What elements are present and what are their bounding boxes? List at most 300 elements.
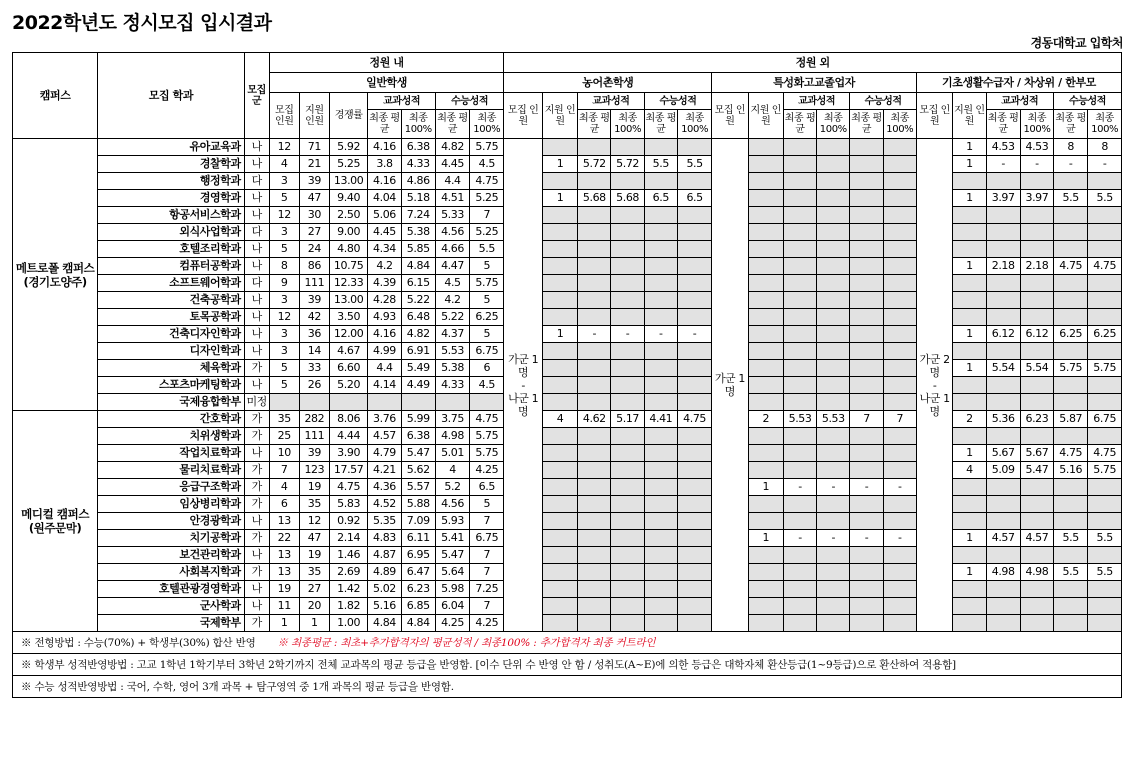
rural-cell — [644, 496, 677, 513]
table-row — [13, 309, 1122, 326]
general-cell: 25 — [269, 428, 299, 445]
basic-cell — [1020, 513, 1053, 530]
rural-cell — [611, 530, 644, 547]
general-cell: 1 — [299, 615, 329, 632]
general-cell: 12.33 — [329, 275, 367, 292]
basic-cell — [986, 377, 1020, 394]
basic-cell: 5.5 — [1054, 564, 1088, 581]
special-cell — [748, 292, 783, 309]
basic-cell: 4.53 — [986, 139, 1020, 156]
rural-cell — [677, 496, 711, 513]
header-cut: 최종 100% — [883, 110, 916, 139]
general-cell: 3.50 — [329, 309, 367, 326]
general-cell: 4 — [269, 156, 299, 173]
rural-cell — [677, 547, 711, 564]
basic-cell — [1054, 241, 1088, 258]
campus-name: 메트로폴 캠퍼스 (경기도양주) — [13, 139, 98, 411]
special-cell — [850, 615, 883, 632]
rural-cell — [578, 547, 611, 564]
special-cell — [883, 598, 916, 615]
basic-cell — [1020, 547, 1053, 564]
special-cell — [783, 496, 816, 513]
special-cell: 7 — [850, 411, 883, 428]
header-general: 일반학생 — [269, 73, 504, 93]
basic-cell: 5.67 — [986, 445, 1020, 462]
rural-cell — [542, 581, 577, 598]
special-cell: 2 — [748, 411, 783, 428]
special-group-cell: 가군 1명 — [712, 139, 748, 632]
rural-cell — [677, 445, 711, 462]
general-cell: 9 — [269, 275, 299, 292]
rural-cell — [644, 224, 677, 241]
rural-cell — [611, 479, 644, 496]
general-cell — [401, 394, 435, 411]
general-cell: 6.85 — [401, 598, 435, 615]
basic-cell — [1088, 513, 1122, 530]
dept-name: 소프트웨어학과 — [98, 275, 245, 292]
basic-cell — [1020, 309, 1053, 326]
basic-cell — [1088, 615, 1122, 632]
general-cell: 4.04 — [368, 190, 401, 207]
special-cell: 5.53 — [783, 411, 816, 428]
basic-cell — [1088, 581, 1122, 598]
header-school-s: 교과성적 — [783, 93, 850, 110]
special-cell — [850, 292, 883, 309]
general-cell: 12.00 — [329, 326, 367, 343]
general-cell: 7 — [470, 207, 504, 224]
rural-cell — [611, 564, 644, 581]
note-method-text: ※ 전형방법 : 수능(70%) + 학생부(30%) 합산 반영 — [21, 637, 256, 649]
org-name: 경동대학교 입학처 — [1030, 36, 1123, 50]
basic-cell — [1088, 241, 1122, 258]
basic-cell: 1 — [953, 190, 986, 207]
special-cell — [783, 360, 816, 377]
header-avg: 최종 평균 — [644, 110, 677, 139]
header-rural: 농어촌학생 — [504, 73, 712, 93]
basic-cell — [1020, 581, 1053, 598]
general-cell: 3.76 — [368, 411, 401, 428]
general-cell: 21 — [299, 156, 329, 173]
group-cell: 가 — [244, 530, 269, 547]
rural-cell — [611, 343, 644, 360]
special-cell: 1 — [748, 479, 783, 496]
general-cell: 2.69 — [329, 564, 367, 581]
basic-cell — [986, 496, 1020, 513]
basic-cell: 5.5 — [1088, 530, 1122, 547]
general-cell: 5.75 — [470, 445, 504, 462]
general-cell: 6.75 — [470, 343, 504, 360]
rural-cell — [578, 292, 611, 309]
rural-cell — [611, 581, 644, 598]
general-cell: 4.75 — [470, 411, 504, 428]
general-cell: 4.57 — [368, 428, 401, 445]
header-cut: 최종 100% — [611, 110, 644, 139]
group-cell: 가 — [244, 496, 269, 513]
rural-cell — [578, 241, 611, 258]
table-row — [13, 411, 1122, 428]
general-cell: 6.38 — [401, 428, 435, 445]
basic-cell — [953, 224, 986, 241]
table-row — [13, 377, 1122, 394]
basic-cell — [986, 513, 1020, 530]
rural-cell: 6.5 — [677, 190, 711, 207]
basic-cell — [1020, 394, 1053, 411]
special-cell — [783, 275, 816, 292]
rural-cell — [542, 564, 577, 581]
special-cell — [748, 190, 783, 207]
special-cell — [748, 496, 783, 513]
header-school-b: 교과성적 — [986, 93, 1054, 110]
general-cell: 4.84 — [401, 258, 435, 275]
dept-name: 작업치료학과 — [98, 445, 245, 462]
general-cell: 6.60 — [329, 360, 367, 377]
general-cell: 7 — [470, 513, 504, 530]
rural-cell — [677, 309, 711, 326]
general-cell: 24 — [299, 241, 329, 258]
rural-cell — [542, 479, 577, 496]
rural-cell — [611, 292, 644, 309]
general-cell — [368, 394, 401, 411]
basic-cell — [953, 173, 986, 190]
basic-cell — [986, 598, 1020, 615]
basic-cell — [953, 615, 986, 632]
special-cell — [817, 190, 850, 207]
special-cell — [850, 564, 883, 581]
basic-cell — [953, 292, 986, 309]
group-cell: 가 — [244, 360, 269, 377]
general-cell: 5.85 — [401, 241, 435, 258]
campus-name: 메디컬 캠퍼스 (원주문막) — [13, 411, 98, 632]
special-cell — [850, 173, 883, 190]
rural-cell — [611, 241, 644, 258]
rural-cell — [578, 343, 611, 360]
basic-cell: 5.75 — [1054, 360, 1088, 377]
table-row — [13, 207, 1122, 224]
basic-cell: 1 — [953, 139, 986, 156]
basic-cell — [1020, 224, 1053, 241]
rural-cell — [611, 394, 644, 411]
rural-cell — [542, 275, 577, 292]
rural-cell — [542, 207, 577, 224]
basic-cell — [1020, 377, 1053, 394]
dept-name: 간호학과 — [98, 411, 245, 428]
special-cell — [850, 394, 883, 411]
special-cell — [817, 241, 850, 258]
group-cell: 다 — [244, 275, 269, 292]
general-cell: 4.39 — [368, 275, 401, 292]
general-cell: 5 — [269, 377, 299, 394]
basic-cell — [986, 207, 1020, 224]
rural-cell — [644, 309, 677, 326]
general-cell: 5.92 — [329, 139, 367, 156]
header-avg: 최종 평균 — [986, 110, 1020, 139]
header-recruit: 모집 인원 — [269, 93, 299, 139]
table-row — [13, 428, 1122, 445]
general-cell: 5 — [269, 190, 299, 207]
special-cell — [850, 258, 883, 275]
general-cell: 4.4 — [368, 360, 401, 377]
table-row — [13, 292, 1122, 309]
basic-cell — [1020, 479, 1053, 496]
dept-name: 유아교육과 — [98, 139, 245, 156]
special-cell — [783, 445, 816, 462]
general-cell: 5.41 — [435, 530, 469, 547]
general-cell: 5.01 — [435, 445, 469, 462]
general-cell: 8.06 — [329, 411, 367, 428]
rural-cell — [677, 513, 711, 530]
rural-cell — [644, 513, 677, 530]
group-cell: 나 — [244, 292, 269, 309]
special-cell — [748, 428, 783, 445]
rural-cell — [677, 207, 711, 224]
rural-cell — [644, 258, 677, 275]
dept-name: 건축디자인학과 — [98, 326, 245, 343]
header-avg: 최종 평균 — [368, 110, 401, 139]
special-cell — [748, 598, 783, 615]
general-cell: 4.75 — [329, 479, 367, 496]
special-cell — [783, 598, 816, 615]
basic-cell: 4 — [953, 462, 986, 479]
rural-cell — [611, 207, 644, 224]
rural-cell — [644, 343, 677, 360]
special-cell — [748, 156, 783, 173]
basic-cell — [986, 241, 1020, 258]
special-cell — [850, 496, 883, 513]
special-cell — [850, 581, 883, 598]
rural-cell — [542, 173, 577, 190]
general-cell: 5.88 — [401, 496, 435, 513]
dept-name: 호텔조리학과 — [98, 241, 245, 258]
general-cell: 7 — [269, 462, 299, 479]
special-cell — [850, 309, 883, 326]
special-cell — [850, 462, 883, 479]
note-avg-definition: ※ 최종평균 : 최초+추가합격자의 평균성적 / 최종100% : 추가합격자 최종 커트라인 — [277, 637, 656, 649]
special-cell — [783, 292, 816, 309]
basic-cell — [1054, 428, 1088, 445]
general-cell: 6 — [269, 496, 299, 513]
general-cell: 4.21 — [368, 462, 401, 479]
special-cell — [850, 275, 883, 292]
special-cell — [817, 139, 850, 156]
basic-cell — [1054, 479, 1088, 496]
basic-cell — [953, 309, 986, 326]
special-cell — [817, 462, 850, 479]
table-row — [13, 326, 1122, 343]
header-cut: 최종 100% — [677, 110, 711, 139]
dept-name: 디자인학과 — [98, 343, 245, 360]
special-cell — [883, 615, 916, 632]
basic-cell — [986, 479, 1020, 496]
notes — [12, 631, 1122, 698]
rural-cell: 4.75 — [677, 411, 711, 428]
rural-cell: 6.5 — [644, 190, 677, 207]
basic-cell: 6.25 — [1054, 326, 1088, 343]
header-suneung-s: 수능성적 — [850, 93, 917, 110]
rural-cell: 4.62 — [578, 411, 611, 428]
note-suneung: ※ 수능 성적반영방법 : 국어, 수학, 영어 3개 과목 + 탐구영역 중 1개 과목의 평균 등급을 반영함. — [13, 676, 1122, 698]
rural-cell — [542, 445, 577, 462]
general-cell: 111 — [299, 428, 329, 445]
group-cell: 나 — [244, 581, 269, 598]
special-cell — [817, 513, 850, 530]
rural-cell — [611, 377, 644, 394]
rural-cell — [644, 207, 677, 224]
general-cell: 7 — [470, 598, 504, 615]
basic-cell: 4.75 — [1088, 258, 1122, 275]
rural-cell — [677, 224, 711, 241]
general-cell: 39 — [299, 292, 329, 309]
general-cell: 7.25 — [470, 581, 504, 598]
basic-cell: 5.67 — [1020, 445, 1053, 462]
general-cell: 13 — [269, 513, 299, 530]
special-cell — [748, 241, 783, 258]
special-cell — [850, 377, 883, 394]
general-cell: 19 — [299, 479, 329, 496]
rural-cell — [677, 462, 711, 479]
special-cell — [817, 224, 850, 241]
rural-cell — [677, 360, 711, 377]
general-cell: 19 — [269, 581, 299, 598]
rural-cell — [677, 530, 711, 547]
general-cell: 13.00 — [329, 292, 367, 309]
rural-cell — [611, 547, 644, 564]
general-cell — [329, 394, 367, 411]
rural-cell — [578, 275, 611, 292]
rural-cell: 5.5 — [644, 156, 677, 173]
general-cell: 14 — [299, 343, 329, 360]
special-cell — [883, 513, 916, 530]
special-cell — [817, 598, 850, 615]
special-cell — [748, 581, 783, 598]
rural-cell — [644, 530, 677, 547]
basic-cell — [1054, 513, 1088, 530]
rural-cell — [578, 581, 611, 598]
special-cell — [883, 156, 916, 173]
rural-cell — [578, 462, 611, 479]
basic-cell — [953, 377, 986, 394]
special-cell — [783, 547, 816, 564]
basic-cell — [1054, 309, 1088, 326]
rural-cell — [644, 564, 677, 581]
rural-cell — [578, 139, 611, 156]
general-cell: 4.83 — [368, 530, 401, 547]
special-cell — [783, 513, 816, 530]
general-cell: 4.82 — [401, 326, 435, 343]
special-cell: 1 — [748, 530, 783, 547]
general-cell — [435, 394, 469, 411]
basic-cell: 6.23 — [1020, 411, 1053, 428]
general-cell: 5 — [470, 496, 504, 513]
table-row — [13, 224, 1122, 241]
basic-cell — [986, 224, 1020, 241]
basic-cell: 8 — [1088, 139, 1122, 156]
basic-cell: 4.75 — [1054, 258, 1088, 275]
general-cell: 4.56 — [435, 496, 469, 513]
rural-cell — [677, 394, 711, 411]
basic-cell: 5.54 — [1020, 360, 1053, 377]
special-cell: 7 — [883, 411, 916, 428]
rural-cell: 5.68 — [578, 190, 611, 207]
rural-cell: - — [677, 326, 711, 343]
general-cell: 5 — [470, 258, 504, 275]
general-cell: 35 — [269, 411, 299, 428]
special-cell — [783, 615, 816, 632]
general-cell: 1.00 — [329, 615, 367, 632]
rural-cell: 4 — [542, 411, 577, 428]
rural-cell — [542, 343, 577, 360]
rural-cell — [578, 445, 611, 462]
rural-cell: 1 — [542, 190, 577, 207]
rural-cell — [677, 581, 711, 598]
special-cell — [850, 241, 883, 258]
rural-cell — [644, 615, 677, 632]
basic-cell — [1088, 309, 1122, 326]
header-campus: 캠퍼스 — [13, 53, 98, 139]
special-cell — [783, 309, 816, 326]
header-apply-b: 지원 인원 — [953, 93, 986, 139]
general-cell: 12 — [299, 513, 329, 530]
rural-cell — [644, 241, 677, 258]
general-cell: 39 — [299, 445, 329, 462]
special-cell: - — [850, 479, 883, 496]
basic-cell — [1054, 581, 1088, 598]
rural-cell — [578, 564, 611, 581]
dept-name: 건축공학과 — [98, 292, 245, 309]
rural-cell — [542, 598, 577, 615]
general-cell: 17.57 — [329, 462, 367, 479]
general-cell: 4.36 — [368, 479, 401, 496]
dept-name: 응급구조학과 — [98, 479, 245, 496]
general-cell: 4.44 — [329, 428, 367, 445]
general-cell: 6.23 — [401, 581, 435, 598]
basic-cell: 4.57 — [986, 530, 1020, 547]
dept-name: 물리치료학과 — [98, 462, 245, 479]
basic-cell: - — [1088, 156, 1122, 173]
general-cell: 5.75 — [470, 428, 504, 445]
general-cell: 5.25 — [470, 190, 504, 207]
general-cell: 3 — [269, 224, 299, 241]
rural-cell — [644, 428, 677, 445]
basic-cell — [1054, 496, 1088, 513]
basic-cell — [1054, 547, 1088, 564]
dept-name: 치위생학과 — [98, 428, 245, 445]
table-row — [13, 343, 1122, 360]
special-cell — [817, 445, 850, 462]
special-cell — [748, 547, 783, 564]
basic-cell: - — [986, 156, 1020, 173]
rural-cell — [542, 428, 577, 445]
basic-cell — [1054, 224, 1088, 241]
general-cell: 30 — [299, 207, 329, 224]
dept-name: 호텔관광경영학과 — [98, 581, 245, 598]
general-cell: 1.82 — [329, 598, 367, 615]
general-cell: 3.75 — [435, 411, 469, 428]
table-row — [13, 190, 1122, 207]
general-cell: 6.11 — [401, 530, 435, 547]
special-cell — [883, 462, 916, 479]
general-cell: 1.42 — [329, 581, 367, 598]
special-cell: - — [850, 530, 883, 547]
general-cell: 5.83 — [329, 496, 367, 513]
special-cell — [748, 377, 783, 394]
basic-cell — [1088, 496, 1122, 513]
dept-name: 외식사업학과 — [98, 224, 245, 241]
general-cell: 5.2 — [435, 479, 469, 496]
general-cell: 10.75 — [329, 258, 367, 275]
group-cell: 가 — [244, 411, 269, 428]
basic-cell — [986, 275, 1020, 292]
basic-cell — [1020, 292, 1053, 309]
